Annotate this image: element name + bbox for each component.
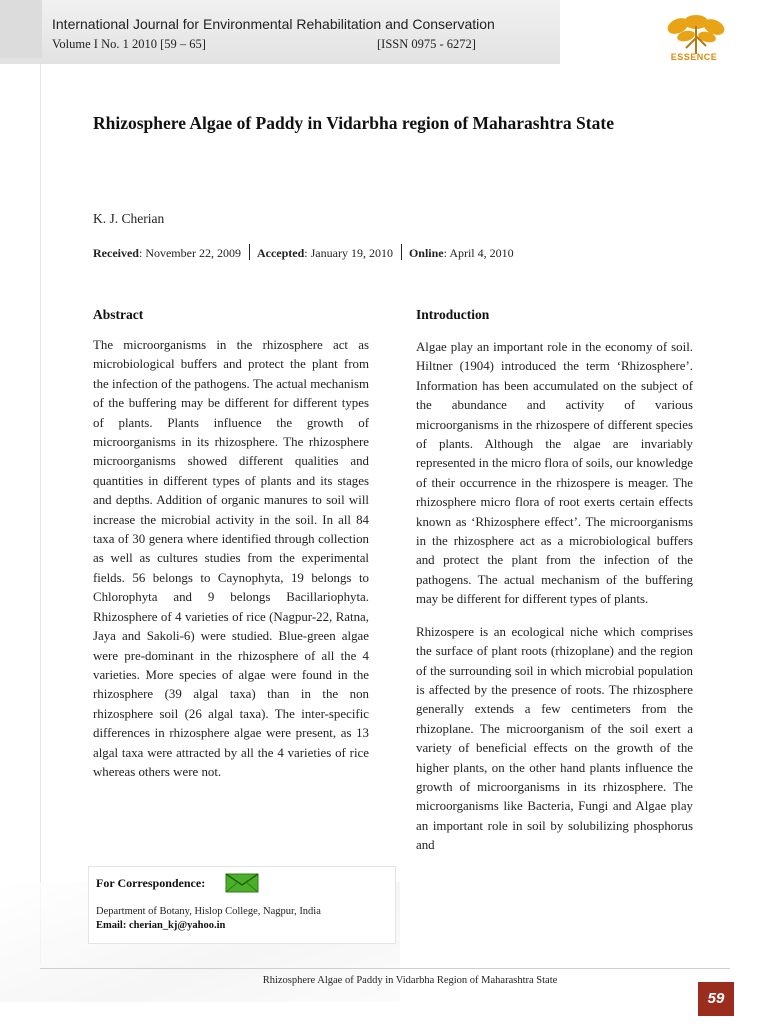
page-frame-line — [40, 64, 41, 964]
abstract-heading: Abstract — [93, 307, 144, 322]
volume-info: Volume I No. 1 2010 [59 – 65] — [52, 37, 206, 51]
envelope-icon[interactable] — [225, 873, 259, 893]
leaf-logo-icon — [656, 12, 736, 56]
accepted-label: Accepted — [256, 246, 305, 260]
correspondence-department: Department of Botany, Hislop College, Nagpur, India — [96, 906, 321, 917]
received-date: : November 22, 2009 — [138, 246, 241, 260]
date-separator — [401, 244, 402, 260]
logo-text: ESSENCE — [670, 52, 718, 62]
received-label: Received — [93, 246, 139, 260]
journal-logo — [656, 12, 736, 66]
online-date: : April 4, 2010 — [443, 246, 514, 260]
online-label: Online — [408, 246, 444, 260]
footer-divider — [40, 968, 730, 969]
introduction-paragraph-1: Algae play an important role in the economy of soil. Hiltner (1904) introduced the term ‘Rhizosphere’. Information has been accumulated on the subject of the abundance and activity of various microorganisms in the rhizospere of different species of plants. Although the algae are invariably represented in the micro flora of soils, our knowledge of their occurrence in the rhizospere is meager. The rhizosphere micro flora of root exerts certain effects known as ‘Rhizosphere effect’. The microorganisms in the rhizosphere act as a microbiological buffers and protect the plant from the infection of the pathogens. The actual mechanism of the buffering may be different for different types of plants. — [416, 340, 693, 607]
correspondence-email[interactable]: Email: cherian_kj@yahoo.in — [96, 920, 226, 931]
correspondence-label: For Correspondence: — [96, 876, 206, 890]
issn: [ISSN 0975 - 6272] — [377, 37, 476, 51]
accepted-date: : January 19, 2010 — [304, 246, 393, 260]
introduction-heading: Introduction — [416, 307, 490, 322]
introduction-body — [416, 338, 693, 968]
header-corner-tab — [0, 0, 42, 58]
journal-name: International Journal for Environmental Rehabilitation and Conservation — [52, 16, 495, 32]
abstract-body — [93, 336, 369, 795]
page-number-badge: 59 — [698, 982, 734, 1016]
date-separator — [249, 244, 250, 260]
correspondence-box — [88, 866, 396, 944]
article-title: Rhizosphere Algae of Paddy in Vidarbha region of Maharashtra State — [93, 113, 614, 133]
introduction-paragraph-2: Rhizospere is an ecological niche which comprises the surface of plant roots (rhizoplane) and the region of the surrounding soil in which microbial population is affected by the presence of roots. The rhizosphere generally extends a few centimeters from the rhizoplane. The microorganism of the soil exert a variety of beneficial effects on the growth of the higher plants, on the other hand plants influence the growth of microorganisms in its rhizosphere. The microorganisms like Bacteria, Fungi and Algae play an important role in soil by solubilizing phosphorus and — [416, 624, 693, 853]
footer-running-title: Rhizosphere Algae of Paddy in Vidarbha Region of Maharashtra State — [262, 975, 558, 986]
abstract-paragraph: The microorganisms in the rhizosphere act as microbiological buffers and protect the plant from the infection of the pathogens. The actual mechanism of the buffering may be different for different types of plants. Plants influence the growth of microorganisms in its rhizosphere. The rhizosphere microorganisms showed different qualities and quantities in different types of plants and its stages and depths. Addition of organic manures to soil will increase the microbial activity in the soil. In all 84 taxa of 30 genera where identified through collection as well as cultures studies from the experimental fields. 56 belongs to Caynophyta, 19 belongs to Chlorophyta and 9 belongs Bacillariophyta. Rhizosphere of 4 varieties of rice (Nagpur-22, Ratna, Jaya and Sakoli-6) were studied. Blue-green algae were pre-dominant in the rhizosphere of all the 4 varieties. More species of algae were found in the rhizosphere (39 algal taxa) than in the non rhizosphere soil (26 algal taxa). The inter-specific differences in rhizosphere algae were present, as 13 algal taxa were attracted by all the 4 varieties of rice whereas others were not. — [93, 338, 369, 779]
author-name: K. J. Cherian — [93, 211, 165, 226]
article-dates — [93, 244, 514, 261]
journal-header-band — [0, 0, 560, 64]
